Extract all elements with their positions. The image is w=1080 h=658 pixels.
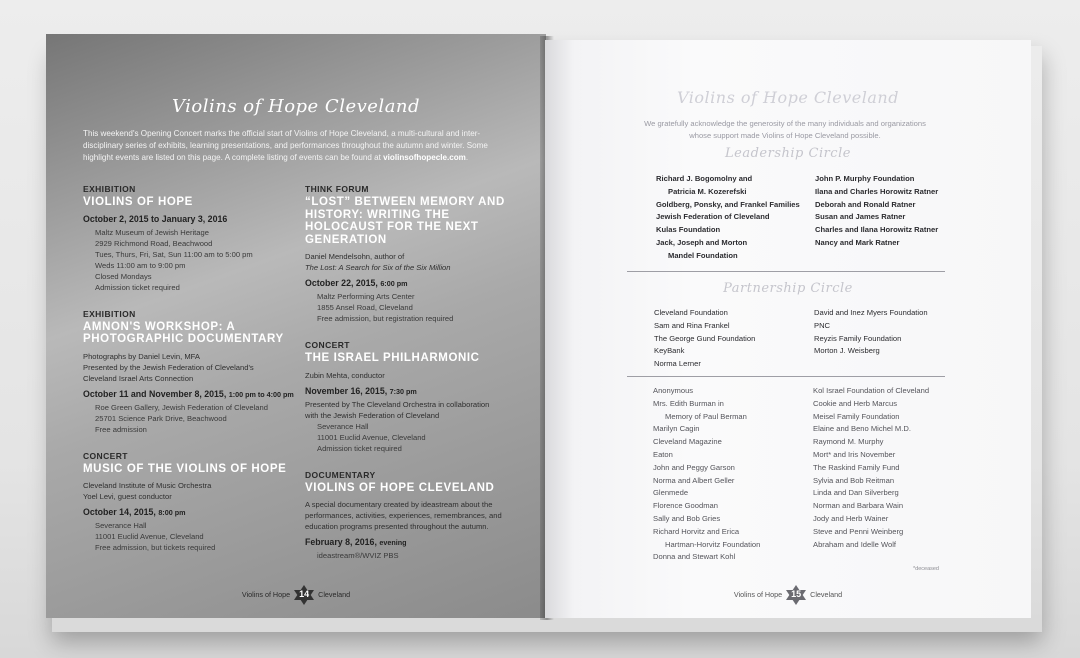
event-detail: ideastream®/WVIZ PBS <box>317 551 399 560</box>
event-title: THE ISRAEL PHILHARMONIC <box>305 352 480 364</box>
donor-name: Mort* and Iris November <box>813 449 896 459</box>
donor-name: Meisel Family Foundation <box>813 411 900 421</box>
events-column-2 <box>305 184 520 577</box>
event-date <box>305 386 520 397</box>
leadership-column-2 <box>815 173 938 250</box>
donor-name: Steve and Penni Weinberg <box>813 526 904 536</box>
event-detail: 25701 Science Park Drive, Beachwood <box>95 413 227 423</box>
supporters-column-2 <box>813 385 929 551</box>
event-subtitle: Daniel Mendelsohn, author of <box>305 252 405 261</box>
right-page <box>545 40 1031 618</box>
book-title: The Lost: A Search for Six of the Six Million <box>305 263 451 272</box>
donor-name: Glenmede <box>653 488 689 498</box>
event-date-text: November 16, 2015, <box>305 385 390 396</box>
event-category: CONCERT <box>83 450 128 461</box>
event-block <box>83 451 298 554</box>
donor-name: Reyzis Family Foundation <box>814 333 902 343</box>
donor-name: John and Peggy Garson <box>653 462 735 472</box>
intro-end: . <box>465 153 469 162</box>
partnership-column-1 <box>654 307 755 371</box>
donor-name: Morton J. Weisberg <box>814 346 880 356</box>
event-date-text: October 2, 2015 to January 3, 2016 <box>83 213 228 224</box>
event-subtitle: Cleveland Institute of Music Orchestra <box>83 481 212 490</box>
event-category: THINK FORUM <box>305 184 369 194</box>
event-detail: Severance Hall <box>317 421 369 431</box>
donor-name: Cookie and Herb Marcus <box>813 398 897 408</box>
event-title: AMNON'S WORKSHOP: A PHOTOGRAPHIC DOCUMENTARY <box>83 320 284 345</box>
event-date-text: October 22, 2015, <box>305 278 381 288</box>
donor-name: Jack, Joseph and Morton <box>656 237 748 247</box>
event-detail: 11001 Euclid Avenue, Cleveland <box>95 532 204 541</box>
website-link: violinsofhopecle.com <box>383 153 466 162</box>
event-detail: Admission ticket required <box>317 443 402 453</box>
donor-name: Florence Goodman <box>653 501 719 511</box>
event-date <box>83 507 298 518</box>
partnership-circle-title: Partnership Circle <box>723 281 853 296</box>
event-time: evening <box>379 538 407 547</box>
donor-name: Susan and James Ratner <box>815 212 906 222</box>
donor-name: Donna and Stewart Kohl <box>653 552 736 562</box>
donor-name: KeyBank <box>654 346 685 356</box>
donor-name: Elaine and Beno Michel M.D. <box>813 424 911 434</box>
event-title: VIOLINS OF HOPE <box>83 196 193 208</box>
acknowledgement-intro: We gratefully acknowledge the generosity of the many individuals and organizations whose support made Violins of Hope Cleveland possible. <box>644 119 926 140</box>
donor-name: Ilana and Charles Horowitz Ratner <box>815 186 939 196</box>
donor-name: Eaton <box>653 449 673 459</box>
event-date <box>83 389 298 400</box>
event-block <box>305 340 520 454</box>
footer-left-text: Violins of Hope <box>733 589 783 599</box>
right-page-title: Violins of Hope Cleveland <box>677 88 899 107</box>
events-column-1 <box>83 184 298 569</box>
event-block <box>305 470 520 562</box>
event-date <box>305 278 520 289</box>
event-detail: Closed Mondays <box>95 271 152 281</box>
event-block <box>83 309 298 435</box>
event-category: CONCERT <box>305 340 350 350</box>
page-number: 14 <box>299 589 310 599</box>
event-category: EXHIBITION <box>83 184 136 194</box>
donor-name: Cleveland Magazine <box>653 437 722 447</box>
event-subtitle: Presented by the Jewish Federation of Cleveland's <box>83 362 254 372</box>
donor-name: Linda and Dan Silverberg <box>813 488 899 498</box>
event-description: Presented by The Cleveland Orchestra in collaboration <box>305 399 490 409</box>
event-time: 1:00 pm to 4:00 pm <box>228 389 294 399</box>
donor-name: Richard J. Bogomolny and <box>656 174 753 183</box>
donor-name: David and Inez Myers Foundation <box>814 308 928 317</box>
event-date-text: October 11 and November 8, 2015, <box>83 388 229 399</box>
event-detail: 11001 Euclid Avenue, Cleveland <box>317 432 426 442</box>
event-date <box>83 214 298 225</box>
event-detail: Maltz Museum of Jewish Heritage <box>95 227 209 237</box>
donor-name: Richard Horvitz and Erica <box>653 526 740 536</box>
event-date-text: February 8, 2016, <box>305 537 380 547</box>
donor-name: Norman and Barbara Wain <box>813 501 904 511</box>
donor-name: Cleveland Foundation <box>654 308 728 317</box>
event-time: 8:00 pm <box>158 508 186 517</box>
event-description: with the Jewish Federation of Cleveland <box>305 410 440 420</box>
donor-name: Jody and Herb Wainer <box>813 513 889 523</box>
event-detail: Severance Hall <box>95 521 147 530</box>
event-block <box>83 184 298 293</box>
event-description: education programs presented throughout the autumn. <box>305 522 489 531</box>
event-subtitle: Yoel Levi, guest conductor <box>83 492 172 501</box>
donor-name: Goldberg, Ponsky, and Frankel Families <box>656 199 800 209</box>
donor-name: Sylvia and Bob Reitman <box>813 475 895 485</box>
donor-name: Mrs. Edith Burman in <box>653 398 724 408</box>
footer-right-text: Cleveland <box>318 589 351 599</box>
donor-name: Norma and Albert Geller <box>653 475 735 485</box>
event-detail: Admission ticket required <box>95 282 180 292</box>
event-category: DOCUMENTARY <box>305 469 376 480</box>
donor-name: PNC <box>814 320 831 330</box>
event-category: EXHIBITION <box>83 308 136 319</box>
event-subtitle: Zubin Mehta, conductor <box>305 370 385 380</box>
donor-name: Charles and Ilana Horowitz Ratner <box>815 225 939 235</box>
donor-name: Memory of Paul Berman <box>665 411 747 421</box>
event-subtitle <box>305 262 520 273</box>
right-page-footer <box>545 585 1031 605</box>
event-title: VIOLINS OF HOPE CLEVELAND <box>305 481 495 494</box>
donor-name: John P. Murphy Foundation <box>815 174 915 183</box>
left-page <box>46 34 546 618</box>
event-description: A special documentary created by ideastream about the <box>305 500 493 509</box>
donor-name: Hartman-Horvitz Foundation <box>665 539 761 549</box>
star-of-david-icon <box>292 585 316 605</box>
donor-name: Kulas Foundation <box>656 225 721 235</box>
event-time: 6:00 pm <box>380 279 408 288</box>
donor-name: Sally and Bob Gries <box>653 513 721 523</box>
event-detail: 1855 Ansel Road, Cleveland <box>317 303 413 312</box>
footer-left-text: Violins of Hope <box>241 589 291 599</box>
donor-name: Deborah and Ronald Ratner <box>815 199 916 209</box>
event-detail: Free admission, but registration required <box>317 314 454 323</box>
donor-name: The Raskind Family Fund <box>813 462 900 472</box>
donor-name: Raymond M. Murphy <box>813 437 884 447</box>
event-detail: 2929 Richmond Road, Beachwood <box>95 238 213 248</box>
donor-name: The George Gund Foundation <box>654 333 756 343</box>
star-of-david-icon <box>784 585 808 605</box>
event-subtitle: Cleveland Israel Arts Connection <box>83 373 194 383</box>
donor-name: Sam and Rina Frankel <box>654 320 730 330</box>
event-time: 7:30 pm <box>389 386 417 396</box>
donor-name: Nancy and Mark Ratner <box>815 237 900 247</box>
deceased-note: *deceased <box>913 566 939 572</box>
leadership-circle-title: Leadership Circle <box>725 146 851 161</box>
donor-name: Norma Lerner <box>654 359 701 369</box>
footer-right-text: Cleveland <box>810 589 843 599</box>
event-title: “LOST” BETWEEN MEMORY AND HISTORY: WRITING THE HOLOCAUST FOR THE NEXT GENERATION <box>305 196 505 246</box>
event-subtitle: Photographs by Daniel Levin, MFA <box>83 351 200 361</box>
donor-name: Mandel Foundation <box>668 250 738 260</box>
event-detail: Roe Green Gallery, Jewish Federation of Cleveland <box>95 402 268 412</box>
leadership-column-1 <box>656 173 800 263</box>
left-page-title: Violins of Hope Cleveland <box>171 96 421 117</box>
event-title: MUSIC OF THE VIOLINS OF HOPE <box>83 462 287 475</box>
event-detail: Free admission <box>95 424 147 434</box>
donor-name: Abraham and Idelle Wolf <box>813 539 897 549</box>
donor-name: Anonymous <box>653 386 694 395</box>
event-description: performances, activities, experiences, remembrances, and <box>305 511 502 520</box>
partnership-column-2 <box>814 307 928 358</box>
event-date-text: October 14, 2015, <box>83 507 159 517</box>
event-detail: Maltz Performing Arts Center <box>317 292 415 301</box>
donor-name: Patricia M. Kozerefski <box>668 186 747 196</box>
divider-2 <box>627 376 945 377</box>
event-date <box>305 537 520 548</box>
intro-text: This weekend's Opening Concert marks the official start of Violins of Hope Cleveland, a multi-cultural and inter-disciplinary series of exhibits, learning presentations, and performances throughout the autumn and winter. Some highlight events are listed on this page. A complete listing of events can be found at <box>83 129 488 162</box>
supporters-column-1 <box>653 385 760 564</box>
donor-name: Jewish Federation of Cleveland <box>656 212 770 222</box>
page-number: 15 <box>791 589 802 599</box>
intro-paragraph <box>83 128 513 164</box>
event-detail: Free admission, but tickets required <box>95 543 216 552</box>
donor-name: Kol Israel Foundation of Cleveland <box>813 386 930 395</box>
event-detail: Tues, Thurs, Fri, Sat, Sun 11:00 am to 5:00 pm <box>95 249 253 259</box>
donor-name: Marilyn Cagin <box>653 424 700 434</box>
left-page-footer <box>46 585 546 605</box>
divider-1 <box>627 271 945 272</box>
event-detail: Weds 11:00 am to 9:00 pm <box>95 260 186 270</box>
event-block <box>305 184 520 324</box>
